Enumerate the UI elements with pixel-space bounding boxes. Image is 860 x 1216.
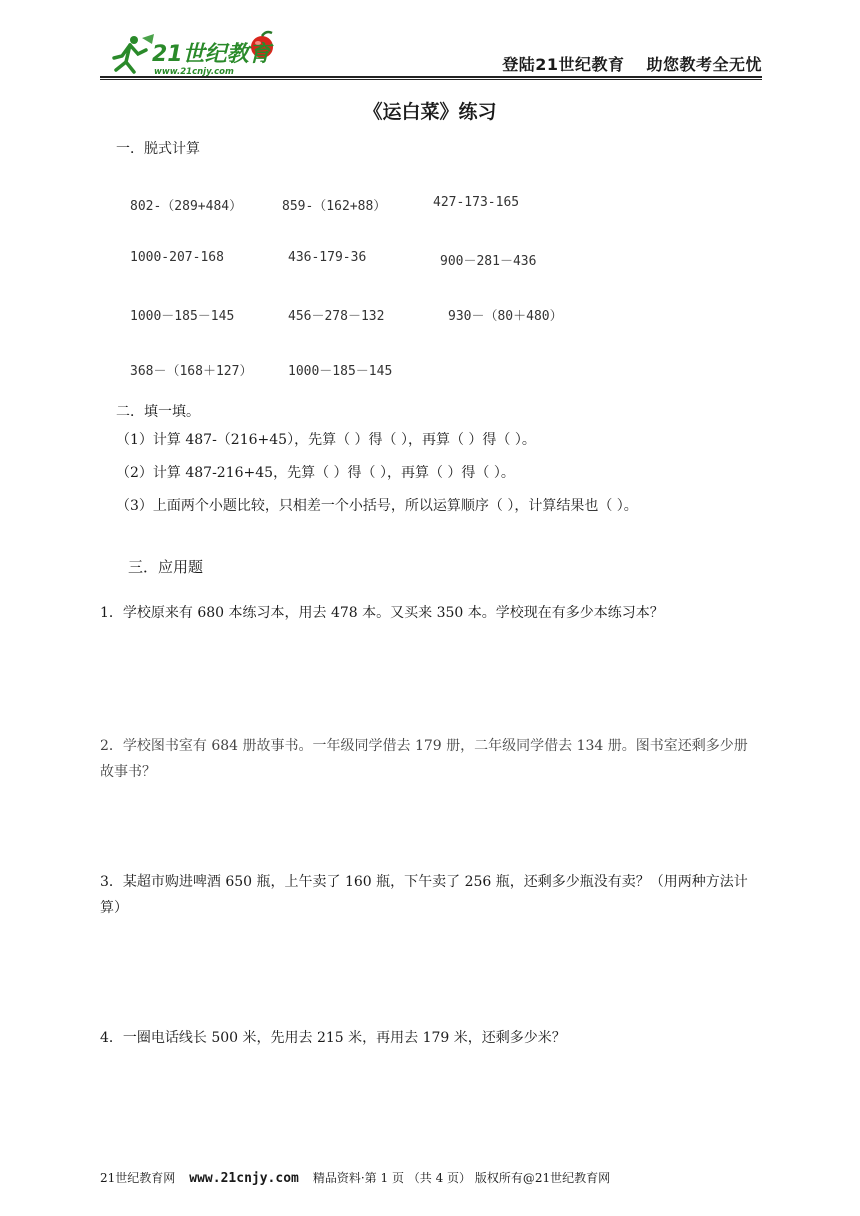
section-heading-fill: 二．填一填。 — [116, 404, 200, 420]
section-heading-word-problems: 三．应用题 — [128, 558, 204, 576]
header-divider-thin — [100, 79, 762, 80]
word-problem: 3．某超市购进啤酒 650 瓶，上午卖了 160 瓶，下午卖了 256 瓶，还剩多少瓶没有卖？（用两种方法计算） — [100, 874, 748, 916]
runner-icon — [114, 34, 154, 72]
calc-item: 1000-207-168 — [130, 250, 224, 265]
word-problem: 1．学校原来有 680 本练习本，用去 478 本。又买来 350 本。学校现在有多少本练习本？ — [100, 605, 664, 621]
page-title: 《运白菜》练习 — [363, 101, 497, 123]
header-slogan — [502, 52, 762, 75]
svg-text:21世纪教育: 21世纪教育 — [152, 42, 271, 67]
site-logo — [108, 30, 283, 78]
svg-text:www.21cnjy.com: www.21cnjy.com — [154, 67, 234, 77]
fill-item: （3）上面两个小题比较，只相差一个小括号，所以运算顺序（ ），计算结果也（ ）。 — [116, 498, 638, 514]
calc-item: 427-173-165 — [433, 195, 520, 210]
fill-item: （2）计算 487-216+45，先算（ ）得（ ），再算（ ）得（ ）。 — [116, 465, 515, 481]
calc-item: 930－（80＋480） — [448, 309, 563, 324]
header-divider — [100, 76, 762, 78]
footer-site-link[interactable]: www.21cnjy.com — [189, 1171, 299, 1186]
footer-right: 精品资料·第 1 页 （共 4 页） 版权所有@21世纪教育网 — [312, 1171, 611, 1185]
calc-item: 368－（168＋127） — [130, 364, 253, 379]
footer-left: 21世纪教育网 — [100, 1171, 176, 1185]
slogan-left: 登陆21世纪教育 — [502, 55, 625, 74]
word-problem: 4．一圈电话线长 500 米，先用去 215 米，再用去 179 米，还剩多少米？ — [100, 1030, 566, 1046]
calc-item: 1000－185－145 — [130, 309, 235, 324]
calc-item: 900－281－436 — [440, 254, 537, 269]
section-heading-calc: 一．脱式计算 — [116, 141, 200, 157]
fill-item: （1）计算 487-（216+45），先算（ ）得（ ），再算（ ）得（ ）。 — [116, 432, 536, 448]
calc-item: 456－278－132 — [288, 309, 385, 324]
calc-item: 802-（289+484） — [130, 199, 243, 214]
calc-item: 859-（162+88） — [282, 199, 387, 214]
slogan-right: 助您教考全无忧 — [646, 55, 762, 74]
page-footer — [100, 1169, 610, 1186]
word-problem: 2．学校图书室有 684 册故事书。一年级同学借去 179 册，二年级同学借去 134 册。图书室还剩多少册故事书？ — [100, 738, 748, 780]
calc-item: 1000－185－145 — [288, 364, 393, 379]
calc-item: 436-179-36 — [288, 250, 367, 265]
